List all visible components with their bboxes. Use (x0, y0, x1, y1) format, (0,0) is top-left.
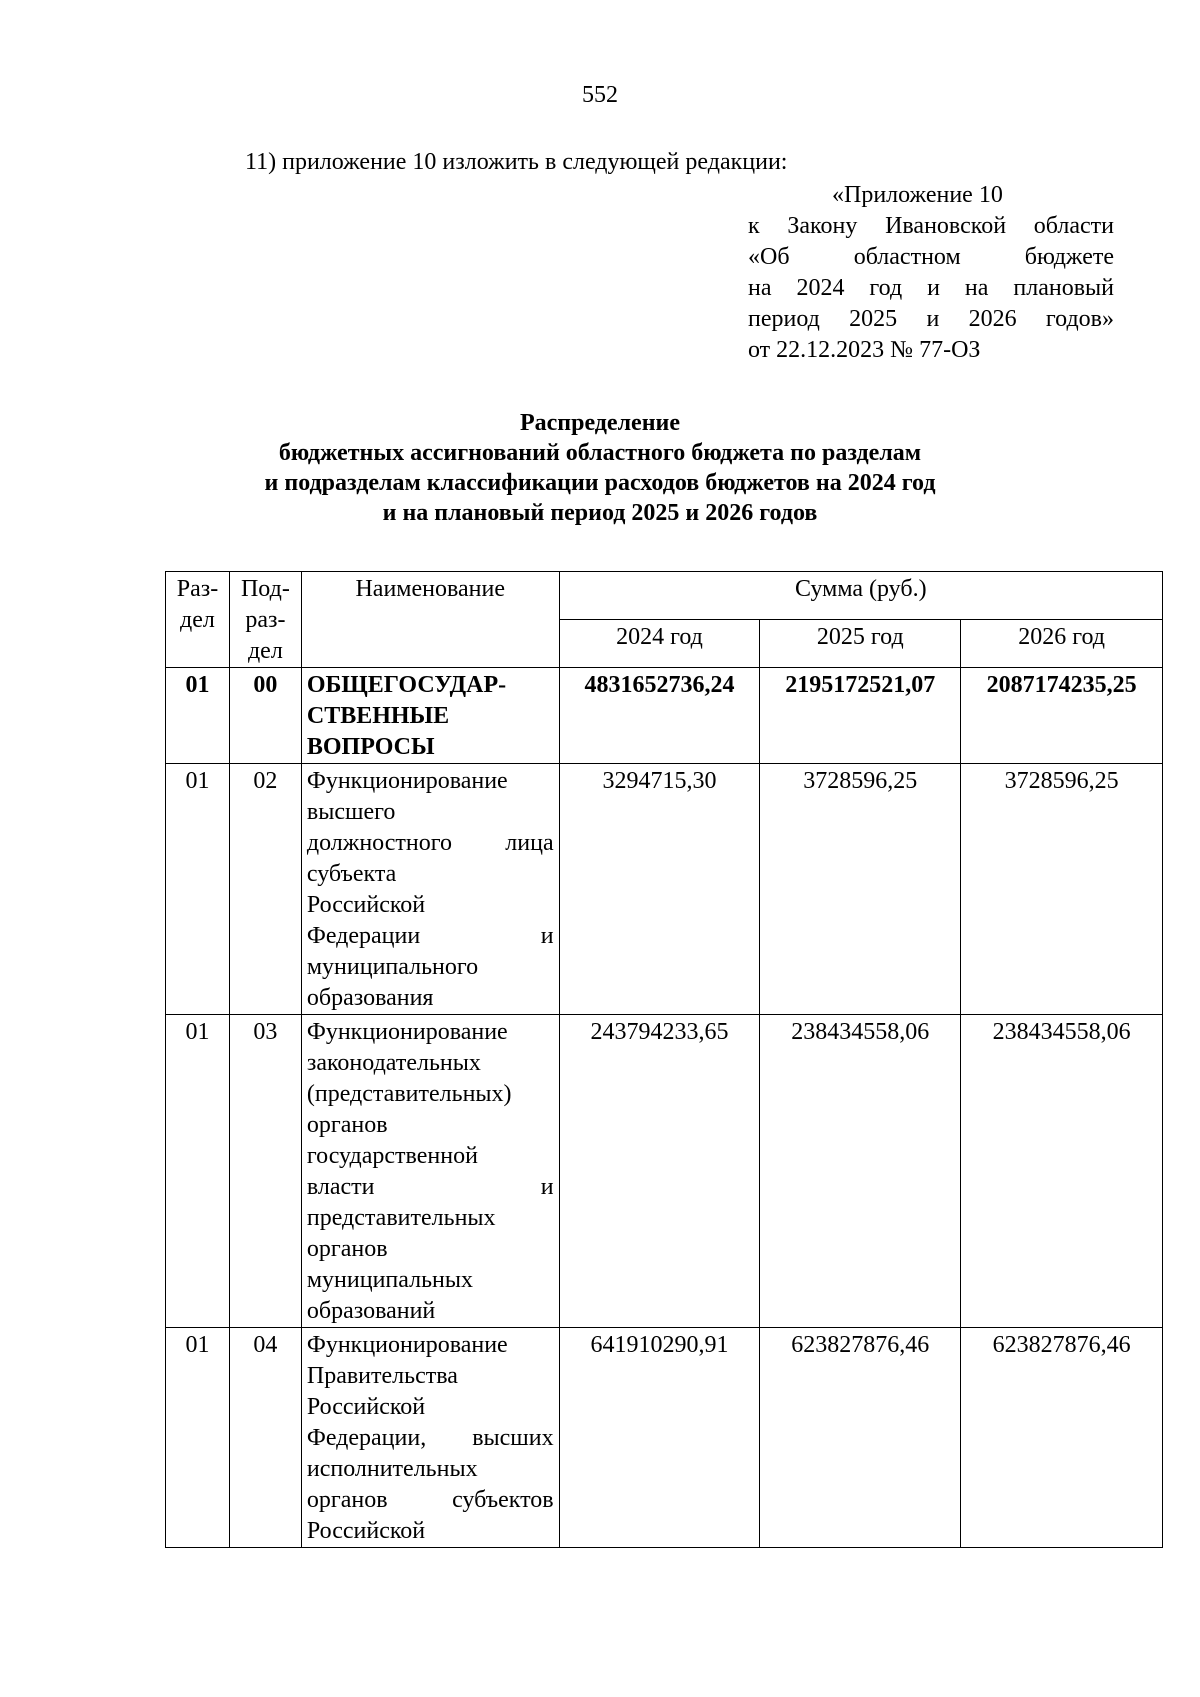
item-name-line: должностного лица (306, 830, 554, 856)
subsection-code: 03 (229, 1015, 301, 1328)
item-name-line: муниципального (306, 954, 479, 980)
title-line: и на плановый период 2025 и 2026 годов (382, 500, 818, 526)
amount-2026: 623827876,46 (961, 1328, 1163, 1548)
item-name-line: Российской (306, 1518, 426, 1544)
header-year-2024: 2024 год (559, 620, 760, 668)
title-line: Распределение (519, 410, 681, 436)
instruction-text: 11) приложение 10 изложить в следующей редакции: (245, 149, 788, 175)
subsection-code: 02 (229, 764, 301, 1015)
section-code: 01 (166, 764, 230, 1015)
title-line: бюджетных ассигнований областного бюджета по разделам (278, 440, 922, 466)
item-name-line: государственной (306, 1143, 478, 1169)
appendix-reference (748, 180, 1114, 366)
section-code: 01 (166, 1328, 230, 1548)
item-name-line: образований (306, 1298, 436, 1324)
header-sum: Сумма (руб.) (559, 572, 1162, 620)
item-name-line: Российской (306, 1394, 426, 1420)
header-year-2025: 2025 год (760, 620, 961, 668)
header-section (166, 572, 230, 668)
header-year-2026: 2026 год (961, 620, 1163, 668)
title-line: и подразделам классификации расходов бюджетов на 2024 год (264, 470, 936, 496)
header-text: дел (247, 638, 283, 664)
item-name-line: Федерации и (306, 923, 554, 949)
amount-2026: 238434558,06 (961, 1015, 1163, 1328)
item-name-line: Федерации, высших (306, 1425, 554, 1451)
header-name: Наименование (301, 572, 559, 668)
amount-2026: 2087174235,25 (961, 668, 1163, 764)
item-name-line: Функционирование (306, 1332, 508, 1358)
amount-2026: 3728596,25 (961, 764, 1163, 1015)
item-name (301, 668, 559, 764)
item-name-line: муниципальных (306, 1267, 474, 1293)
item-name-line: Российской (306, 892, 426, 918)
appendix-line: к Закону Ивановской области (748, 213, 1114, 239)
amount-2024: 243794233,65 (559, 1015, 760, 1328)
table-row (166, 1015, 1163, 1328)
item-name-line: законодательных (306, 1050, 481, 1076)
appendix-line: «Об областном бюджете (748, 244, 1114, 270)
item-name (301, 1015, 559, 1328)
item-name-line: власти и (306, 1174, 554, 1200)
item-name-line: (представительных) (306, 1081, 512, 1107)
table-row (166, 668, 1163, 764)
header-row (166, 572, 1163, 620)
amount-2025: 238434558,06 (760, 1015, 961, 1328)
page-number: 552 (582, 82, 618, 108)
header-subsection (229, 572, 301, 668)
section-code: 01 (166, 668, 230, 764)
table-row (166, 764, 1163, 1015)
item-name (301, 764, 559, 1015)
item-name-line: органов (306, 1112, 388, 1138)
amount-2025: 623827876,46 (760, 1328, 961, 1548)
item-name-line: ВОПРОСЫ (306, 734, 435, 760)
header-text: Под- (240, 576, 290, 602)
amount-2025: 2195172521,07 (760, 668, 961, 764)
header-text: дел (180, 607, 215, 633)
item-name-line: исполнительных (306, 1456, 478, 1482)
appendix-line: на 2024 год и на плановый (748, 275, 1114, 301)
item-name-line: органов (306, 1236, 388, 1262)
appendix-line: период 2025 и 2026 годов» (748, 306, 1114, 332)
appendix-line: от 22.12.2023 № 77-ОЗ (748, 337, 981, 363)
budget-table (165, 571, 1163, 1548)
subsection-code: 00 (229, 668, 301, 764)
item-name-line: Функционирование (306, 768, 508, 794)
subsection-code: 04 (229, 1328, 301, 1548)
item-name (301, 1328, 559, 1548)
item-name-line: Функционирование (306, 1019, 508, 1045)
amount-2025: 3728596,25 (760, 764, 961, 1015)
amount-2024: 641910290,91 (559, 1328, 760, 1548)
item-name-line: ОБЩЕГОСУДАР- (306, 672, 507, 698)
amount-2024: 4831652736,24 (559, 668, 760, 764)
amount-2024: 3294715,30 (559, 764, 760, 1015)
header-text: Раз- (176, 576, 219, 602)
table-row (166, 1328, 1163, 1548)
item-name-line: СТВЕННЫЕ (306, 703, 450, 729)
item-name-line: представительных (306, 1205, 496, 1231)
item-name-line: органов субъектов (306, 1487, 554, 1513)
item-name-line: образования (306, 985, 434, 1011)
section-code: 01 (166, 1015, 230, 1328)
document-title (0, 408, 1200, 528)
item-name-line: Правительства (306, 1363, 458, 1389)
header-text: раз- (245, 607, 286, 633)
appendix-line: «Приложение 10 (832, 182, 1003, 208)
item-name-line: высшего (306, 799, 396, 825)
item-name-line: субъекта (306, 861, 397, 887)
